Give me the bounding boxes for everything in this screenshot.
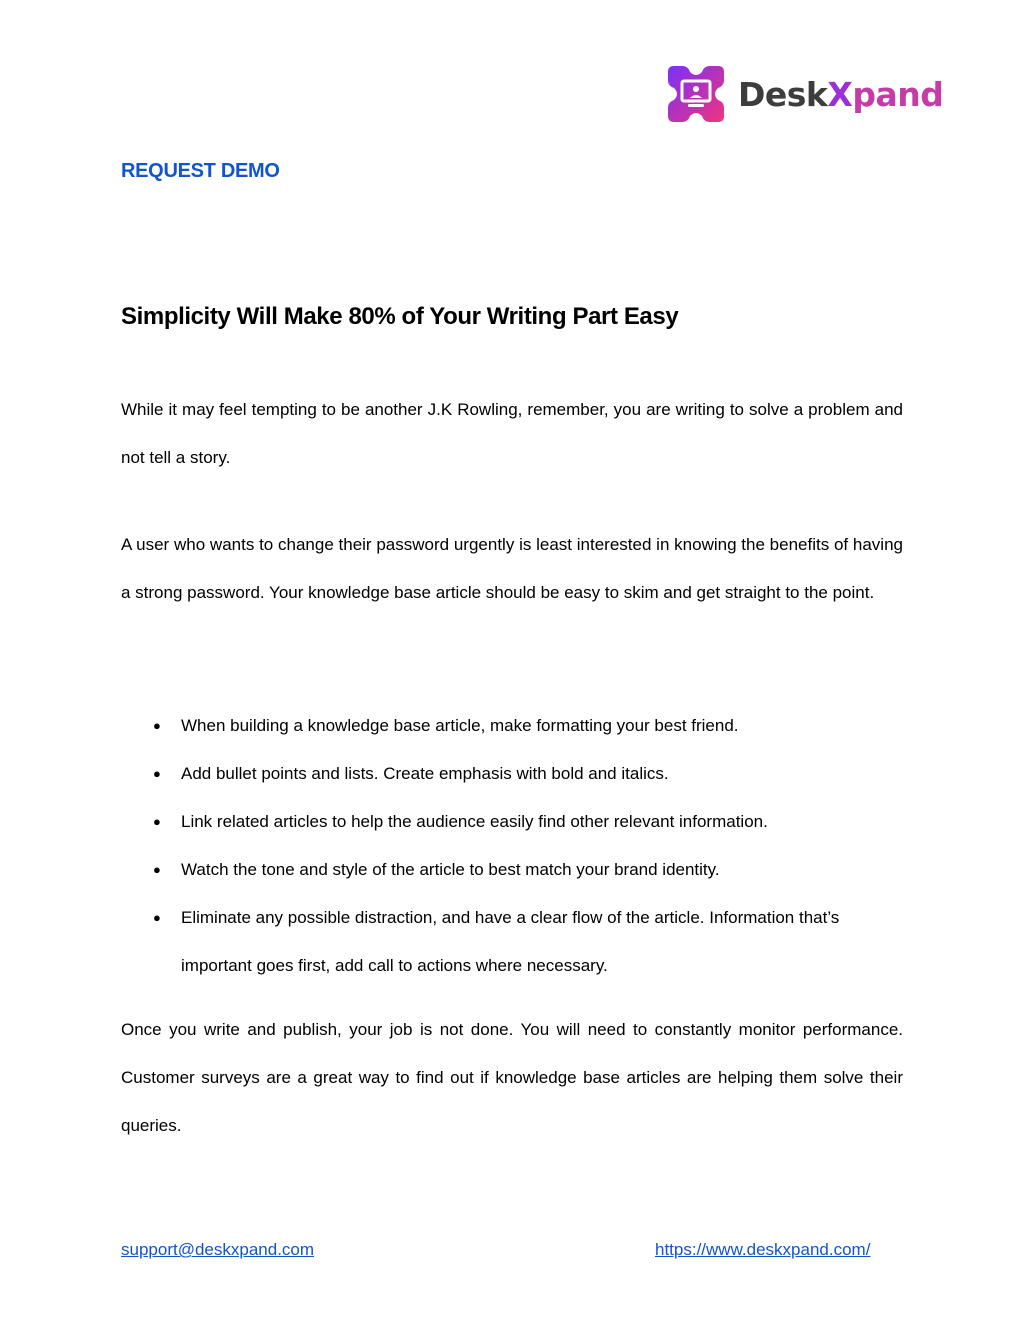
list-item [121, 894, 903, 990]
logo-text-desk: Desk [738, 74, 828, 114]
bullet-icon: ● [153, 910, 161, 925]
bullet-icon: ● [153, 814, 161, 829]
logo-text-pand: pand [852, 74, 944, 114]
paragraph-intro: While it may feel tempting to be another J.K Rowling, remember, you are writing to solve a problem and not tell a story. [121, 400, 903, 467]
deskxpand-logo [664, 60, 944, 128]
list-item-text: Eliminate any possible distraction, and have a clear flow of the article. Information that’s important goes first, add call to actions where necessary. [181, 908, 840, 975]
tips-list [121, 702, 903, 990]
website-link[interactable]: https://www.deskxpand.com/ [655, 1240, 871, 1259]
bullet-icon: ● [153, 862, 161, 877]
list-item [121, 846, 903, 894]
list-item [121, 798, 903, 846]
logo-wordmark [738, 74, 944, 114]
bullet-icon: ● [153, 766, 161, 781]
page-title: Simplicity Will Make 80% of Your Writing Part Easy [121, 303, 679, 330]
deskxpand-logo-icon [664, 62, 728, 126]
list-item [121, 702, 903, 750]
paragraph-user-example: A user who wants to change their password urgently is least interested in knowing the benefits of having a strong password. Your knowledge base article should be easy to skim and get straight to the point. [121, 535, 903, 602]
list-item-text: Link related articles to help the audience easily find other relevant information. [181, 812, 768, 831]
paragraph-closing: Once you write and publish, your job is not done. You will need to constantly monitor performance. Customer surveys are a great way to find out if knowledge base articles are helping them solve their queries. [121, 1020, 903, 1135]
bullet-icon: ● [153, 718, 161, 733]
list-item-text: When building a knowledge base article, make formatting your best friend. [181, 716, 739, 735]
list-item [121, 750, 903, 798]
list-item-text: Watch the tone and style of the article to best match your brand identity. [181, 860, 720, 879]
list-item-text: Add bullet points and lists. Create emphasis with bold and italics. [181, 764, 669, 783]
request-demo-heading: REQUEST DEMO [121, 160, 280, 182]
support-email-link[interactable]: support@deskxpand.com [121, 1240, 315, 1259]
logo-text-x: X [827, 74, 853, 114]
